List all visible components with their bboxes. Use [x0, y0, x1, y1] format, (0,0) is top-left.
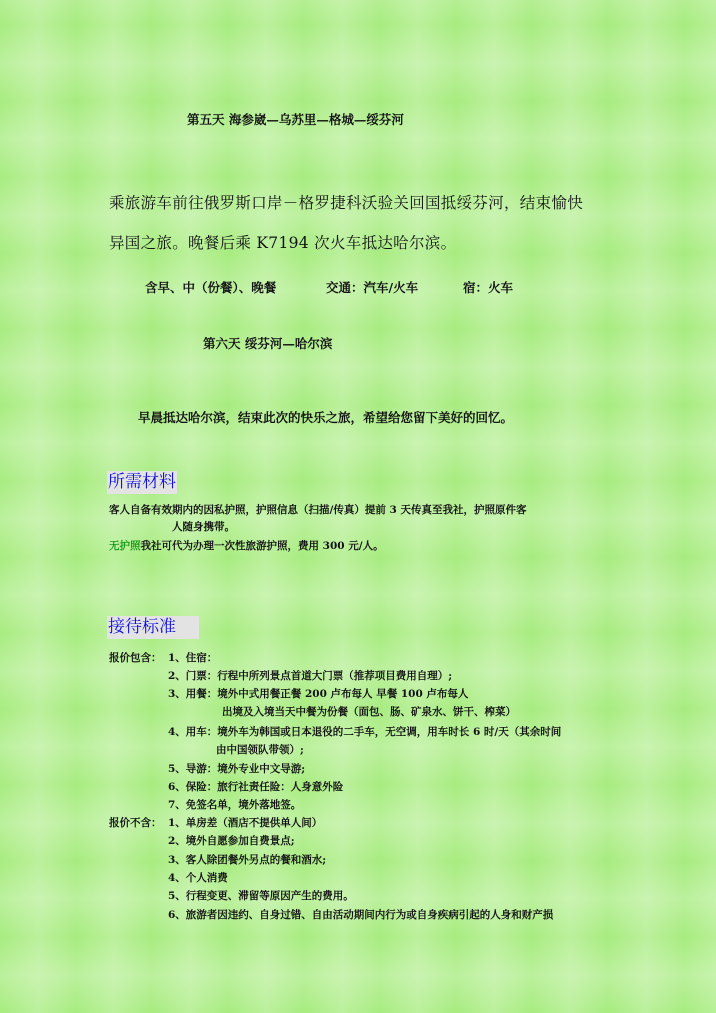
include-item: 3、用餐：境外中式用餐正餐 200 卢布每人 早餐 100 卢布每人 [168, 688, 469, 700]
no-passport-text: 我社可代为办理一次性旅游护照，费用 300 元/人。 [140, 540, 384, 552]
day5-transport: 交通：汽车/火车 [326, 280, 419, 295]
include-item: 出境及入境当天中餐为份餐（面包、肠、矿泉水、饼干、榨菜） [222, 706, 516, 718]
exclude-item: 5、行程变更、滞留等原因产生的费用。 [168, 890, 354, 902]
no-passport-line [109, 538, 384, 553]
include-item: 2、门票：行程中所列景点首道大门票（推荐项目费用自理）; [168, 670, 453, 682]
no-passport-label: 无护照 [109, 540, 141, 552]
day5-lodging: 宿：火车 [463, 280, 514, 295]
exclude-item: 2、境外自愿参加自费景点; [168, 835, 295, 847]
exclude-item: 6、旅游者因违约、自身过错、自由活动期间内行为或自身疾病引起的人身和财产损 [168, 909, 554, 921]
materials-line1: 客人自备有效期内的因私护照，护照信息（扫描/传真）提前 3 天传真至我社，护照原件客 [109, 504, 527, 516]
materials-line1-cont: 人随身携带。 [172, 521, 235, 533]
materials-heading: 所需材料 [108, 472, 176, 492]
include-item: 6、保险：旅行社责任险：人身意外险 [168, 781, 344, 793]
day5-desc-line2: 异国之旅。晚餐后乘 K7194 次火车抵达哈尔滨。 [109, 234, 457, 252]
exclude-item: 1、单房差（酒店不提供单人间） [168, 817, 323, 829]
include-item: 7、免签名单，境外落地签。 [168, 799, 302, 811]
include-label: 报价包含： [109, 652, 162, 664]
exclude-item: 4、个人消费 [168, 872, 228, 884]
standards-heading: 接待标准 [107, 616, 199, 639]
day6-desc: 早晨抵达哈尔滨，结束此次的快乐之旅，希望给您留下美好的回忆。 [138, 410, 514, 425]
day5-meals: 含早、中（份餐）、晚餐 [145, 280, 277, 295]
include-item: 5、导游：境外专业中文导游; [168, 763, 306, 775]
exclude-label: 报价不含： [109, 817, 162, 829]
day6-title: 第六天 绥芬河—哈尔滨 [203, 336, 333, 351]
exclude-item: 3、客人除团餐外另点的餐和酒水; [168, 854, 327, 866]
day5-title: 第五天 海参崴—乌苏里—格城—绥芬河 [187, 112, 404, 127]
day5-desc-line1: 乘旅游车前往俄罗斯口岸－格罗捷科沃验关回国抵绥芬河，结束愉快 [109, 194, 584, 212]
include-item: 由中国领队带领）; [216, 744, 304, 756]
include-item: 1、住宿： [168, 652, 218, 664]
include-item: 4、用车：境外车为韩国或日本退役的二手车，无空调，用车时长 6 时/天（其余时间 [168, 726, 562, 738]
